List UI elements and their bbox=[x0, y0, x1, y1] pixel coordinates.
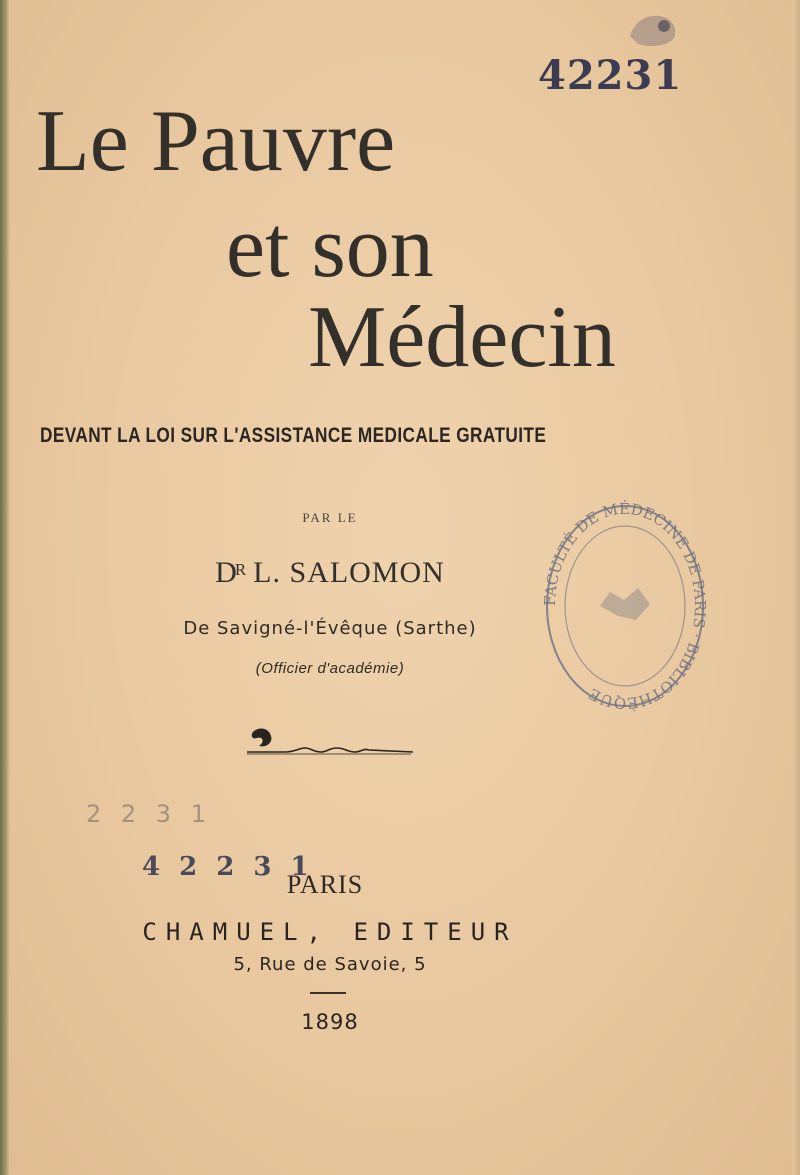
subtitle: DEVANT LA LOI SUR L'ASSISTANCE MEDICALE GRATUITE bbox=[40, 424, 547, 447]
pencil-number: 4 2 2 3 1 bbox=[142, 852, 314, 882]
binding-edge bbox=[0, 0, 10, 1175]
imprint-address: 5, Rue de Savoie, 5 bbox=[233, 954, 427, 975]
title-line-2: et son bbox=[226, 199, 434, 296]
imprint-year: 1898 bbox=[301, 1010, 359, 1034]
byline: PAR LE bbox=[302, 510, 358, 525]
library-stamp bbox=[540, 496, 710, 716]
divider bbox=[310, 992, 346, 994]
pencil-number-faint: 2 2 3 1 bbox=[86, 800, 212, 828]
author-prefix-sup: R bbox=[234, 560, 248, 579]
stamp-text: FACULTÉ DE MÉDECINE DE PARIS · BIBLIOTHÈQUE bbox=[540, 499, 710, 713]
author-affiliation: (Officier d'académie) bbox=[255, 660, 405, 677]
author-location: De Savigné-l'Évêque (Sarthe) bbox=[183, 618, 477, 639]
ink-smudge-icon bbox=[616, 6, 686, 50]
imprint-publisher: CHAMUEL, EDITEUR bbox=[142, 918, 518, 946]
author-surname: L. SALOMON bbox=[253, 556, 445, 589]
author-prefix: D bbox=[215, 556, 238, 589]
title-line-1: Le Pauvre bbox=[36, 93, 396, 190]
shelf-number: 42231 bbox=[538, 52, 683, 99]
ornament-icon bbox=[245, 722, 415, 762]
title-line-3: Médecin bbox=[308, 289, 616, 386]
page-edge bbox=[792, 0, 800, 1175]
author-name bbox=[150, 556, 510, 590]
imprint-city: PARIS bbox=[286, 870, 364, 899]
